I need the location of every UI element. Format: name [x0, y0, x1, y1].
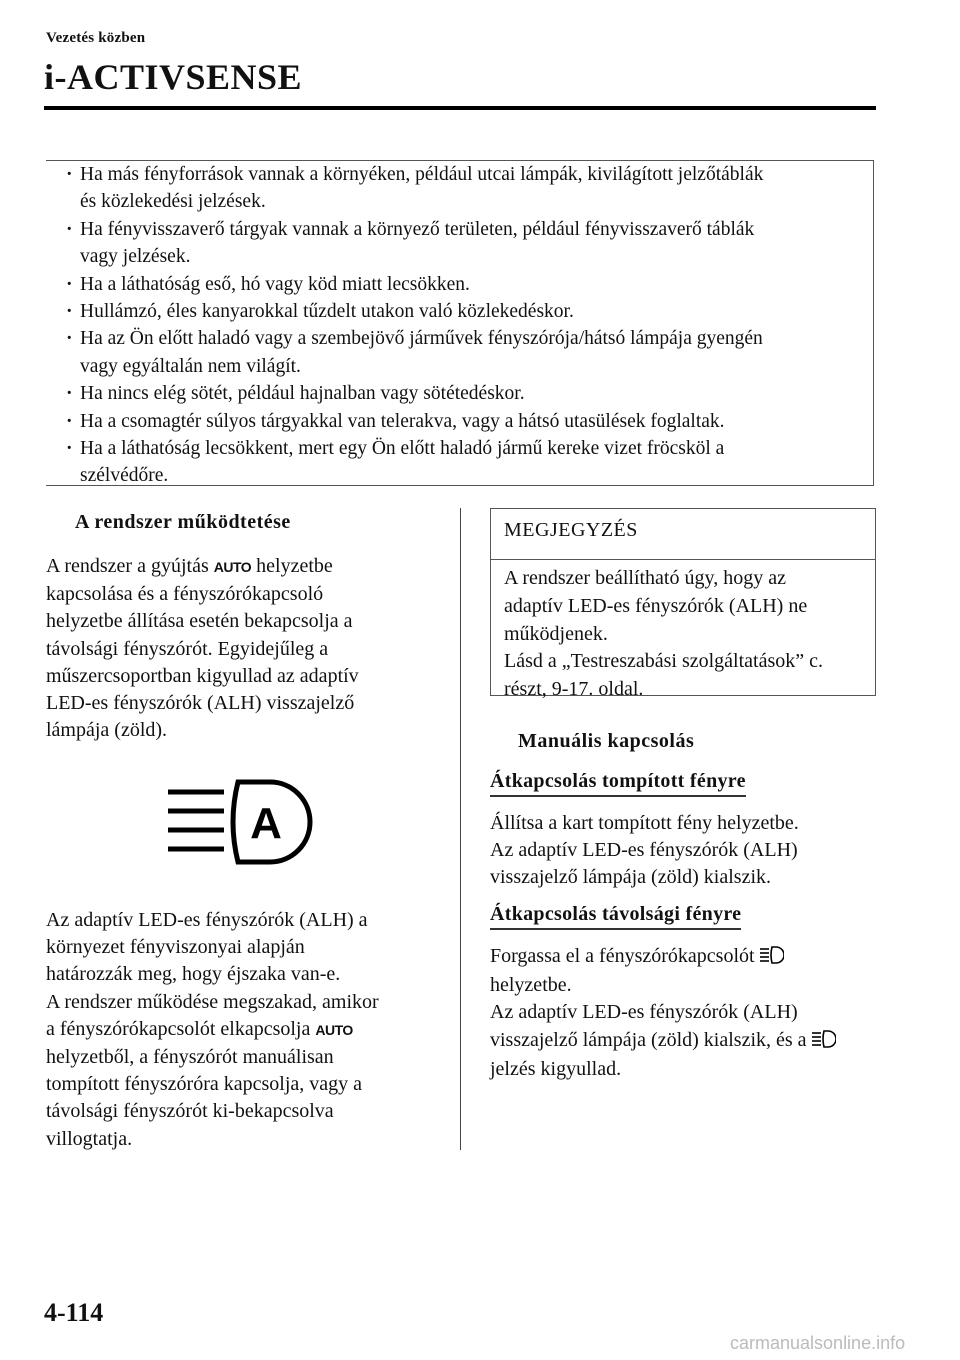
operation-paragraph [46, 553, 359, 744]
text-line: távolsági fényszórót. Egyidejűleg a [46, 637, 329, 660]
auto-badge: AUTO [315, 1021, 353, 1038]
operation-heading: A rendszer működtetése [75, 511, 291, 533]
text-line: Lásd a „Testreszabási szolgáltatások” c. [504, 650, 824, 673]
text-line: A rendszer beállítható úgy, hogy az [504, 567, 786, 589]
text-line: lámpája (zöld). [46, 719, 168, 742]
text-line: kapcsolása és a fényszórókapcsoló [46, 583, 324, 606]
high-beam-subheading: Átkapcsolás távolsági fényre [490, 903, 741, 930]
note-box [490, 508, 876, 701]
condition-item [68, 161, 868, 216]
alh-icon-letter: A [250, 799, 282, 848]
alh-lines-rest [46, 1044, 379, 1153]
low-beam-paragraph [490, 810, 799, 892]
text-line: részt, 9-17. oldal. [504, 678, 644, 701]
section-title: Vezetés közben [46, 30, 146, 46]
text-line: adaptív LED-es fényszórók (ALH) ne [504, 594, 808, 617]
condition-item [68, 216, 868, 271]
text-line: villogtatja. [46, 1127, 133, 1150]
condition-line: · Ha nincs elég sötét, például hajnalban vagy sötétedéskor. [80, 383, 525, 405]
condition-item [68, 325, 868, 380]
text-line: Az adaptív LED-es fényszórók (ALH) [490, 1001, 798, 1024]
text-line: műszercsoportban kigyullad az adaptív [46, 664, 359, 687]
high-beam-line: Forgassa el a fényszórókapcsolót [490, 943, 836, 972]
text-line: határozzák meg, hogy éjszaka van-e. [46, 963, 341, 986]
header-rule [44, 106, 876, 110]
alh-indicator-icon [166, 778, 322, 868]
high-beam-line: jelzés kigyullad. [490, 1057, 622, 1080]
condition-line: · Ha a láthatóság lecsökkent, mert egy Ön előtt haladó jármű kereke vizet fröcsköl a [80, 438, 725, 460]
note-body [504, 565, 823, 704]
condition-item [68, 380, 868, 407]
page-number: 4-114 [44, 1298, 104, 1327]
condition-line: szélvédőre. [80, 465, 169, 487]
column-divider [460, 508, 461, 1150]
high-beam-lines [490, 972, 836, 1026]
chapter-title: i-ACTIVSENSE [44, 57, 303, 97]
condition-line: vagy egyáltalán nem világít. [80, 355, 301, 377]
operation-lines [46, 581, 359, 744]
text-line: Állítsa a kart tompított fény helyzetbe. [490, 812, 799, 834]
text-line: helyzetbe. [490, 974, 572, 997]
condition-line: · Hullámzó, éles kanyarokkal tűzdelt utakon való közlekedéskor. [80, 301, 574, 323]
conditions-list [68, 161, 868, 490]
text-line: helyzetbe állítása esetén bekapcsolja a [46, 610, 353, 633]
text-line: működjenek. [504, 622, 608, 645]
watermark: carmanualsonline.info [730, 1333, 906, 1353]
high-beam-icon [760, 945, 784, 972]
text-line: környezet fényviszonyai alapján [46, 936, 305, 959]
text-line: visszajelző lámpája (zöld) kialszik. [490, 866, 772, 889]
manual-heading: Manuális kapcsolás [518, 730, 695, 752]
condition-line: vagy jelzések. [80, 246, 191, 268]
alh-line: a fényszórókapcsolót elkapcsolja AUTO [46, 1017, 353, 1040]
text-line: Az adaptív LED-es fényszórók (ALH) [490, 839, 798, 862]
note-title: MEGJEGYZÉS [504, 519, 638, 541]
text-line: távolsági fényszórót ki-bekapcsolva [46, 1100, 334, 1123]
alh-paragraph [46, 907, 379, 1153]
text-line: tompított fényszóróra kapcsolja, vagy a [46, 1073, 363, 1096]
high-beam-line: visszajelző lámpája (zöld) kialszik, és a [490, 1027, 836, 1056]
high-beam-paragraph [490, 943, 836, 1083]
alh-lines [46, 907, 379, 1016]
condition-item [68, 271, 868, 298]
text-line: helyzetből, a fényszórót manuálisan [46, 1046, 334, 1069]
text-line: Az adaptív LED-es fényszórók (ALH) a [46, 909, 368, 931]
high-beam-icon [812, 1029, 836, 1056]
condition-line: · Ha az Ön előtt haladó vagy a szembejövő járművek fényszórója/hátsó lámpája gyengén [80, 328, 763, 350]
operation-line: A rendszer a gyújtás AUTO helyzetbe [46, 555, 333, 577]
text-line: LED-es fényszórók (ALH) visszajelző [46, 692, 355, 715]
condition-item [68, 435, 868, 490]
condition-item [68, 298, 868, 325]
note-rule [491, 559, 875, 560]
low-beam-subheading: Átkapcsolás tompított fényre [490, 770, 746, 797]
condition-line: · Ha a láthatóság eső, hó vagy köd miatt lecsökken. [80, 273, 470, 295]
condition-line: · Ha más fényforrások vannak a környéken, például utcai lámpák, kivilágított jelzőtáblák [80, 164, 764, 185]
auto-badge: AUTO [213, 559, 252, 575]
conditions-box [46, 160, 874, 486]
condition-line: és közlekedési jelzések. [80, 191, 266, 213]
condition-item [68, 408, 868, 435]
condition-line: · Ha a csomagtér súlyos tárgyakkal van telerakva, vagy a hátsó utasülések foglaltak. [80, 410, 725, 432]
condition-line: · Ha fényvisszaverő tárgyak vannak a környező területen, például fényvisszaverő táblák [80, 218, 755, 240]
text-line: A rendszer működése megszakad, amikor [46, 990, 379, 1013]
